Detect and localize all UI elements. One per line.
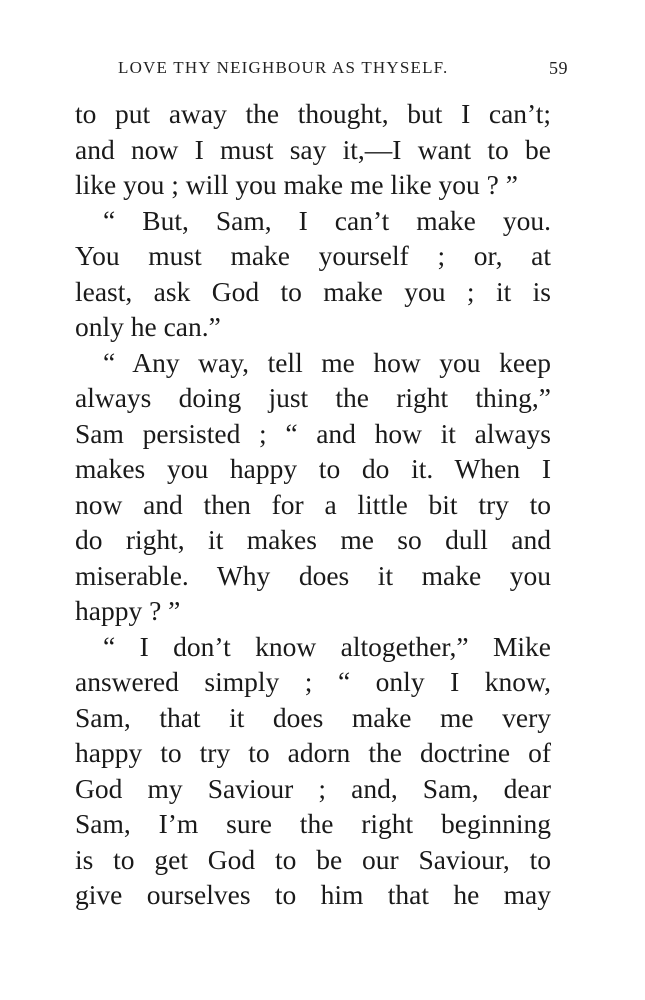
text-line: is to get God to be our Saviour, to [75,843,551,875]
page-number: 59 [549,58,568,78]
body-text [75,96,551,913]
text-line: makes you happy to do it. When I [75,453,551,484]
text-line: Sam, that it does make me very [75,701,551,733]
text-line: only he can.” [75,311,221,342]
text-line: give ourselves to him that he may [75,879,551,910]
text-line: like you ; will you make me like you ? ” [75,169,518,200]
text-line: Sam, I’m sure the right beginning [75,808,551,839]
text-line: do right, it makes me so dull and [75,524,551,555]
text-line: least, ask God to make you ; it is [75,275,551,307]
text-line: to put away the thought, but I can’t; [75,98,551,129]
text-line: You must make yourself ; or, at [75,240,551,271]
text-line: happy ? ” [75,595,181,626]
text-line: “ But, Sam, I can’t make you. [103,204,551,236]
text-line: answered simply ; “ only I know, [75,666,551,697]
text-line: “ Any way, tell me how you keep [103,346,551,378]
text-line: “ I don’t know altogether,” Mike [103,630,551,662]
text-line: now and then for a little bit try to [75,488,551,520]
text-line: Sam persisted ; “ and how it always [75,417,551,449]
running-head [118,58,568,82]
running-title: LOVE THY NEIGHBOUR AS THYSELF. [118,58,449,77]
text-line: always doing just the right thing,” [75,382,551,413]
text-line: God my Saviour ; and, Sam, dear [75,772,551,804]
text-line: happy to try to adorn the doctrine of [75,737,551,768]
text-line: miserable. Why does it make you [75,559,551,591]
text-line: and now I must say it,—I want to be [75,133,551,165]
